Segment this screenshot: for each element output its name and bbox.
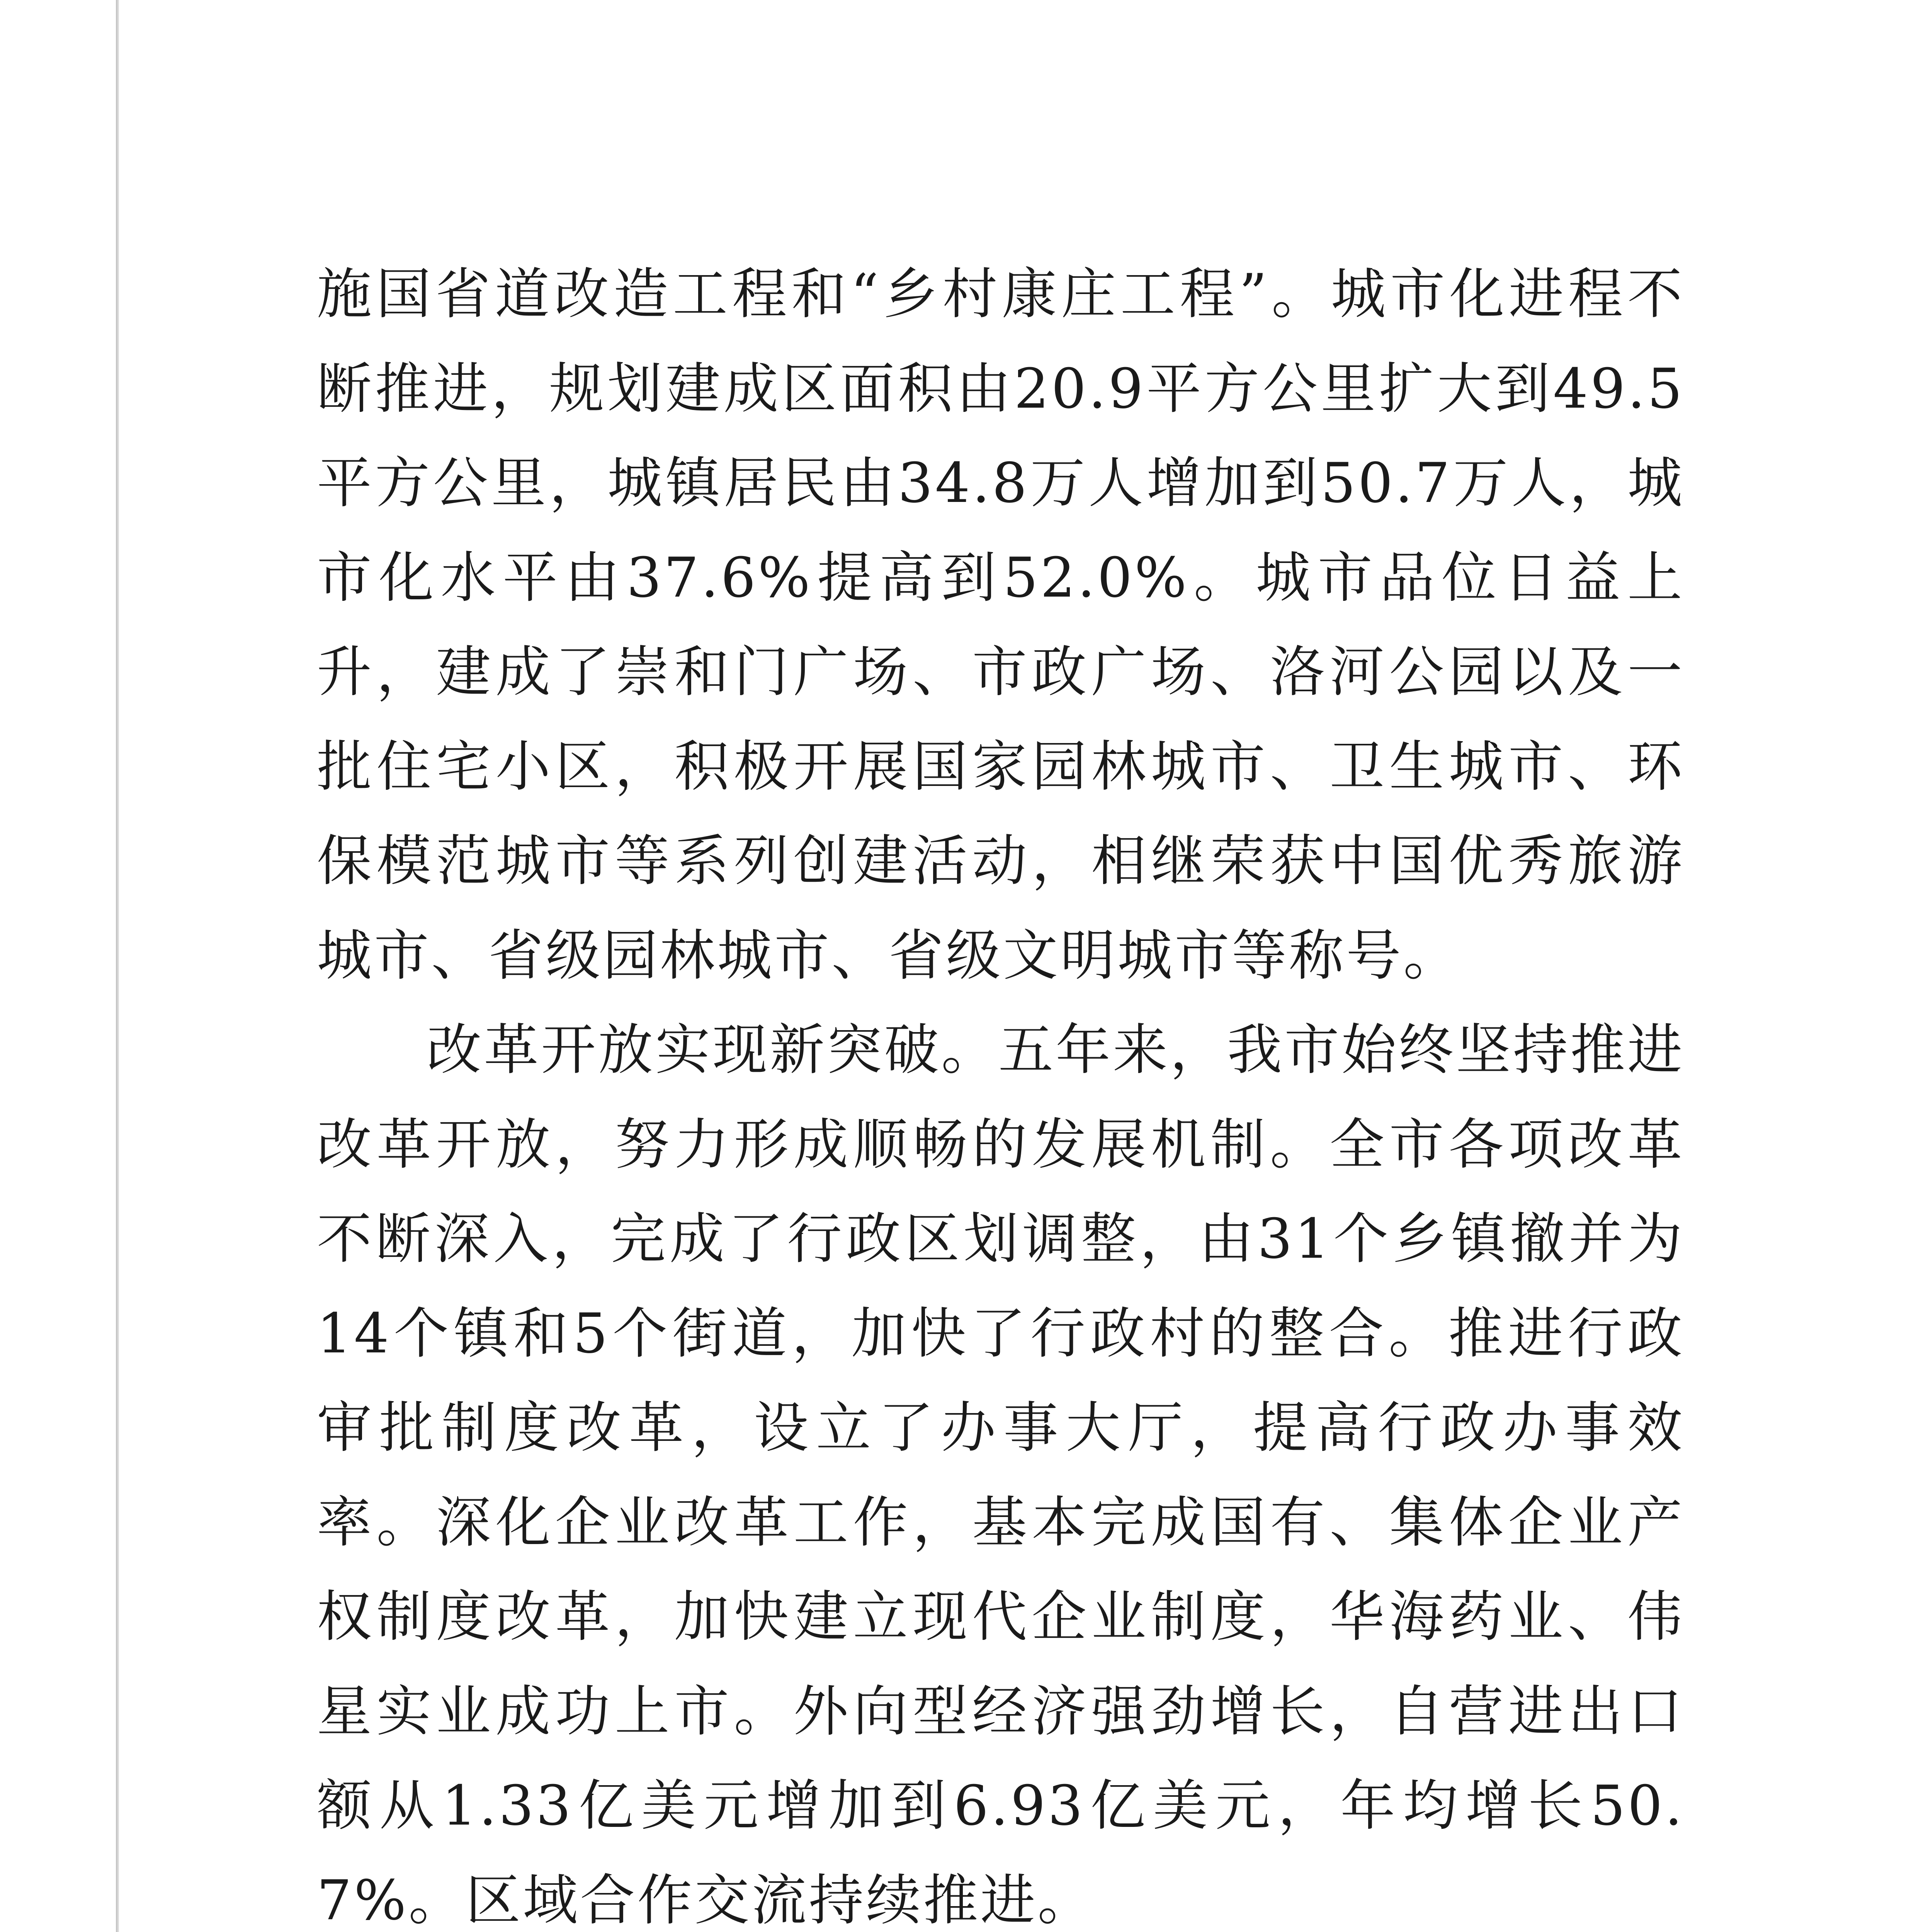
document-body <box>317 247 1685 1932</box>
paragraph-reform-opening: 改革开放实现新突破。五年来，我市始终坚持推进改革开放，努力形成顺畅的发展机制。全市各项改革不断深入，完成了行政区划调整，由31个乡镇撤并为14个镇和5个街道，加快了行政村的整合。推进行政审批制度改革，设立了办事大厅，提高行政办事效率。深化企业改革工作，基本完成国有、集体企业产权制度改革，加快建立现代企业制度，华海药业、伟星实业成功上市。外向型经济强劲增长，自营进出口额从1.33亿美元增加到6.93亿美元，年均增长50.7%。区域合作交流持续推进。 <box>317 1018 1685 1932</box>
paragraph-urbanization: 施国省道改造工程和“乡村康庄工程”。城市化进程不断推进，规划建成区面积由20.9平方公里扩大到49.5平方公里，城镇居民由34.8万人增加到50.7万人，城市化水平由37.6%提高到52.0%。城市品位日益上升，建成了崇和门广场、市政广场、洛河公园以及一批住宅小区，积极开展国家园林城市、卫生城市、环保模范城市等系列创建活动，相继荣获中国优秀旅游城市、省级园林城市、省级文明城市等称号。 <box>317 262 1685 988</box>
scan-edge-left <box>116 0 119 1932</box>
